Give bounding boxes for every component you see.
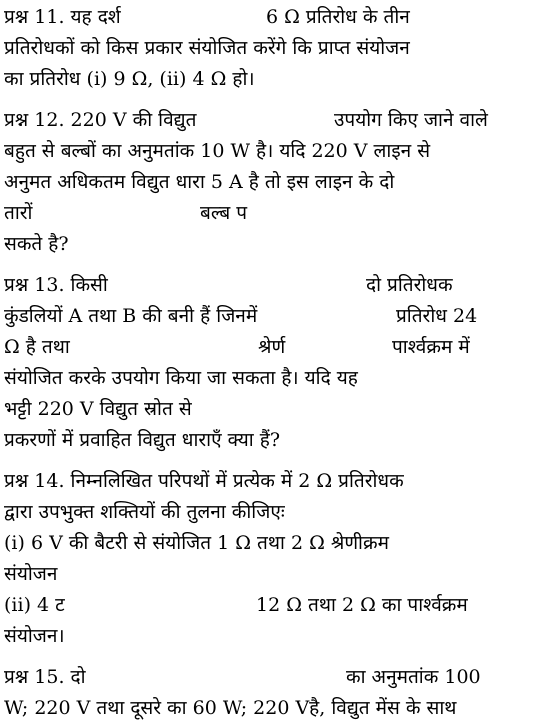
question-12	[4, 105, 534, 260]
text-line	[4, 136, 534, 167]
text-segment: बहुत से बल्बों का अनुमतांक 10 W है। यदि 220 V लाइन से	[4, 140, 431, 162]
text-segment: 12 Ω तथा 2 Ω का पार्श्वक्रम	[256, 594, 468, 616]
text-segment: प्रतिरोध 24	[396, 305, 478, 327]
text-segment: प्रश्न 14. निम्नलिखित परिपथों में प्रत्येक में 2 Ω प्रतिरोधक	[4, 470, 404, 492]
text-segment: उपयोग किए जाने वाले	[334, 109, 488, 131]
text-segment: 6 Ω प्रतिरोध के तीन	[266, 6, 410, 28]
text-segment: पार्श्वक्रम में	[392, 336, 470, 358]
text-segment: संयोजन।	[4, 625, 65, 647]
text-line	[4, 229, 534, 260]
question-15	[4, 662, 534, 724]
question-13	[4, 270, 534, 456]
text-segment: (i) 6 V की बैटरी से संयोजित 1 Ω तथा 2 Ω श्रेणीक्रम	[4, 532, 389, 554]
text-segment: भट्टी 220 V विद्युत स्रोत से	[4, 398, 192, 420]
text-segment: द्वारा उपभुक्त शक्तियों की तुलना कीजिएः	[4, 501, 285, 523]
text-line	[4, 64, 534, 95]
text-segment: प्रश्न 13. किसी	[4, 274, 108, 296]
text-line	[4, 559, 534, 590]
text-line	[4, 662, 534, 693]
text-line	[4, 394, 534, 425]
question-document	[4, 2, 534, 724]
text-line	[4, 590, 534, 621]
text-line	[4, 497, 534, 528]
text-line	[4, 198, 534, 229]
text-line	[4, 301, 534, 332]
question-14	[4, 466, 534, 652]
text-segment: श्रेर्ण	[258, 336, 286, 358]
text-line	[4, 425, 534, 456]
text-segment: बल्ब प	[200, 202, 248, 224]
text-line	[4, 167, 534, 198]
text-line	[4, 33, 534, 64]
question-11	[4, 2, 534, 95]
text-segment: का प्रतिरोध (i) 9 Ω, (ii) 4 Ω हो।	[4, 68, 255, 90]
text-line	[4, 270, 534, 301]
text-segment: W; 220 V तथा दूसरे का 60 W; 220 Vहै, विद्युत मेंस के साथ	[4, 697, 457, 719]
text-segment: दो प्रतिरोधक	[366, 274, 453, 296]
text-line	[4, 528, 534, 559]
text-line	[4, 363, 534, 394]
text-line	[4, 332, 534, 363]
text-line	[4, 621, 534, 652]
text-segment: संयोजित करके उपयोग किया जा सकता है। यदि यह	[4, 367, 358, 389]
text-segment: सकते है?	[4, 233, 69, 255]
text-line	[4, 2, 534, 33]
text-segment: Ω है तथा	[4, 336, 70, 358]
text-line	[4, 466, 534, 497]
text-segment: प्रश्न 15. दो	[4, 666, 86, 688]
text-line	[4, 693, 534, 724]
text-segment: प्रकरणों में प्रवाहित विद्युत धाराएँ क्या हैं?	[4, 429, 281, 451]
text-segment: (ii) 4 ट	[4, 594, 65, 616]
text-segment: अनुमत अधिकतम विद्युत धारा 5 A है तो इस लाइन के दो	[4, 171, 395, 193]
text-segment: कुंडलियों A तथा B की बनी हैं जिनमें	[4, 305, 258, 327]
text-segment: प्रतिरोधकों को किस प्रकार संयोजित करेंगे कि प्राप्त संयोजन	[4, 37, 410, 59]
text-segment: तारों	[4, 202, 33, 224]
text-segment: संयोजन	[4, 563, 58, 585]
text-segment: प्रश्न 11. यह दर्श	[4, 6, 121, 28]
text-segment: का अनुमतांक 100	[346, 666, 481, 688]
text-segment: प्रश्न 12. 220 V की विद्युत	[4, 109, 197, 131]
text-line	[4, 105, 534, 136]
